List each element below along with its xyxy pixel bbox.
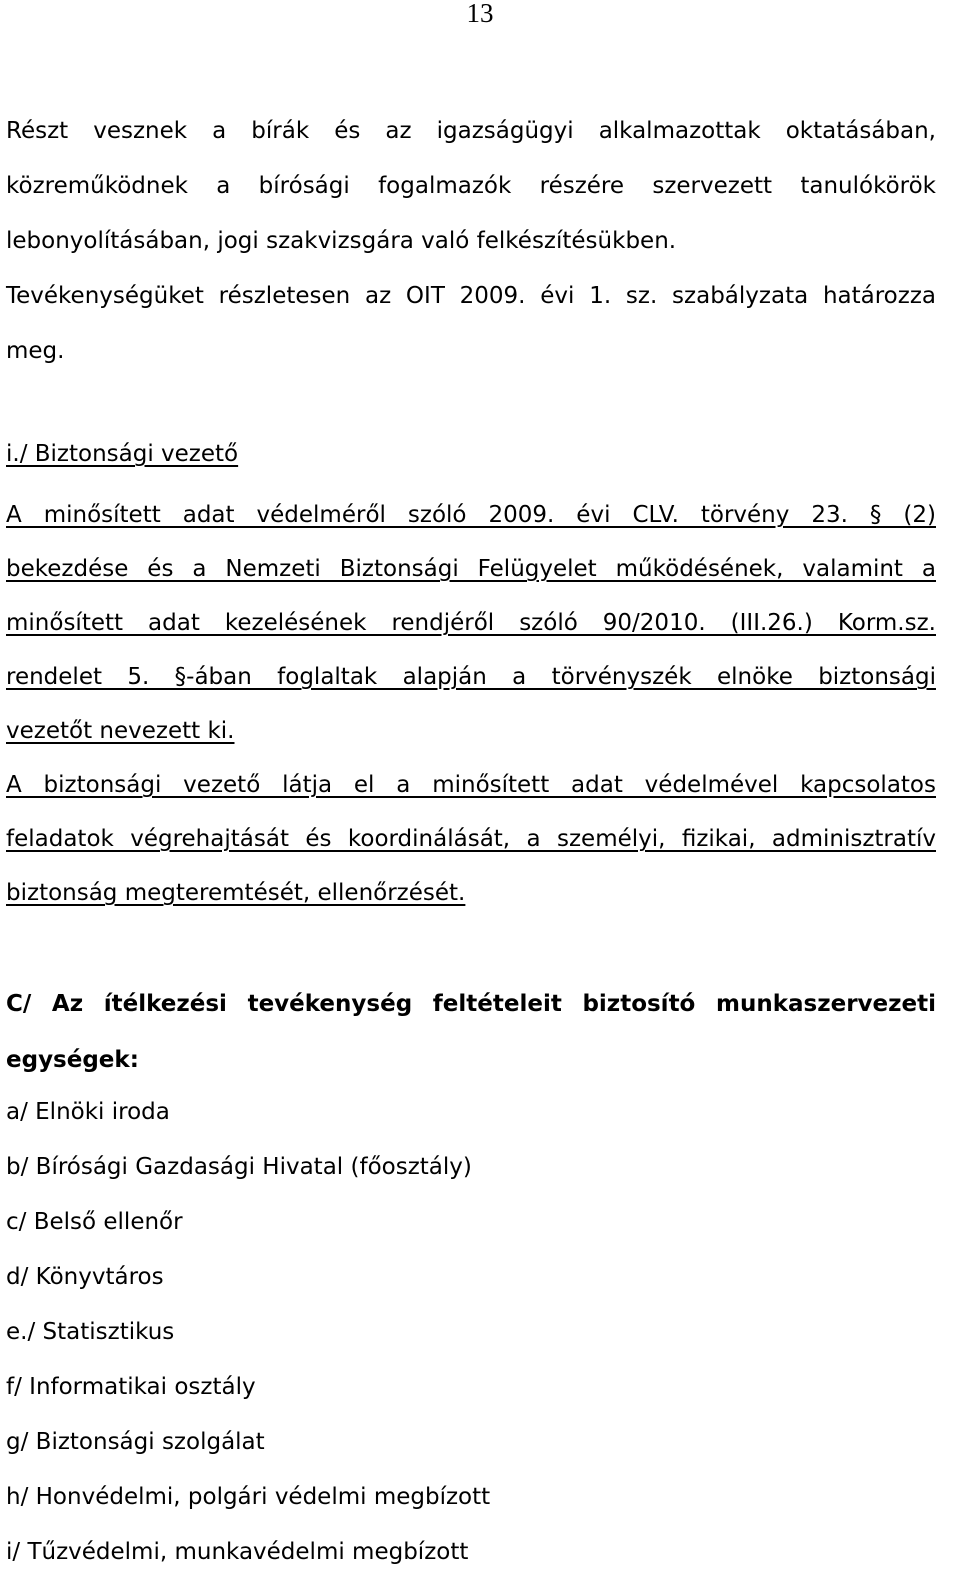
unit-list-item: a/ Elnöki iroda (6, 1099, 170, 1125)
unit-list-item: c/ Belső ellenőr (6, 1209, 183, 1235)
unit-list-item: g/ Biztonsági szolgálat (6, 1429, 265, 1455)
section-i-p1-line-2: bekezdése és a Nemzeti Biztonsági Felügyelet működésének, valamint a (6, 556, 936, 582)
section-i-p2-line-2: feladatok végrehajtását és koordinálását, a személyi, fizikai, adminisztratív (6, 826, 936, 852)
intro-line-3: lebonyolításában, jogi szakvizsgára való felkészítésükben. (6, 228, 677, 254)
section-c-heading (6, 976, 936, 1088)
unit-list-item: f/ Informatikai osztály (6, 1374, 256, 1400)
section-i-p2-line-1: A biztonsági vezető látja el a minősített adat védelmével kapcsolatos (6, 772, 936, 798)
section-i-paragraph-1 (6, 488, 936, 758)
section-i-p1-line-5: vezetőt nevezett ki. (6, 718, 235, 744)
section-i-p1-line-1: A minősített adat védelméről szóló 2009. évi CLV. törvény 23. § (2) (6, 502, 936, 528)
unit-list-item: b/ Bírósági Gazdasági Hivatal (főosztály) (6, 1154, 472, 1180)
section-i-paragraph-2 (6, 758, 936, 920)
intro-line-2: közreműködnek a bírósági fogalmazók részére szervezett tanulókörök (6, 173, 936, 199)
section-c-heading-line-2: egységek: (6, 1047, 139, 1073)
section-i-p1-line-3: minősített adat kezelésének rendjéről szóló 90/2010. (III.26.) Korm.sz. (6, 610, 936, 636)
unit-list-item: e./ Statisztikus (6, 1319, 175, 1345)
section-i-p1-line-4: rendelet 5. §-ában foglaltak alapján a törvényszék elnöke biztonsági (6, 664, 936, 690)
section-i-heading (6, 434, 936, 474)
intro-paragraph (6, 104, 936, 379)
section-i-p2-line-3: biztonság megteremtését, ellenőrzését. (6, 880, 466, 906)
page-number: 13 (466, 0, 494, 28)
unit-list-item: d/ Könyvtáros (6, 1264, 164, 1290)
section-c-heading-line-1: C/ Az ítélkezési tevékenység feltételeit biztosító munkaszervezeti (6, 991, 936, 1017)
intro-line-5: meg. (6, 338, 65, 364)
intro-line-1: Részt vesznek a bírák és az igazságügyi alkalmazottak oktatásában, (6, 118, 936, 144)
unit-list-item: h/ Honvédelmi, polgári védelmi megbízott (6, 1484, 491, 1510)
unit-list-item: i/ Tűzvédelmi, munkavédelmi megbízott (6, 1539, 469, 1565)
intro-line-4: Tevékenységüket részletesen az OIT 2009. évi 1. sz. szabályzata határozza (6, 283, 936, 309)
section-i-heading-text: i./ Biztonsági vezető (6, 441, 239, 467)
